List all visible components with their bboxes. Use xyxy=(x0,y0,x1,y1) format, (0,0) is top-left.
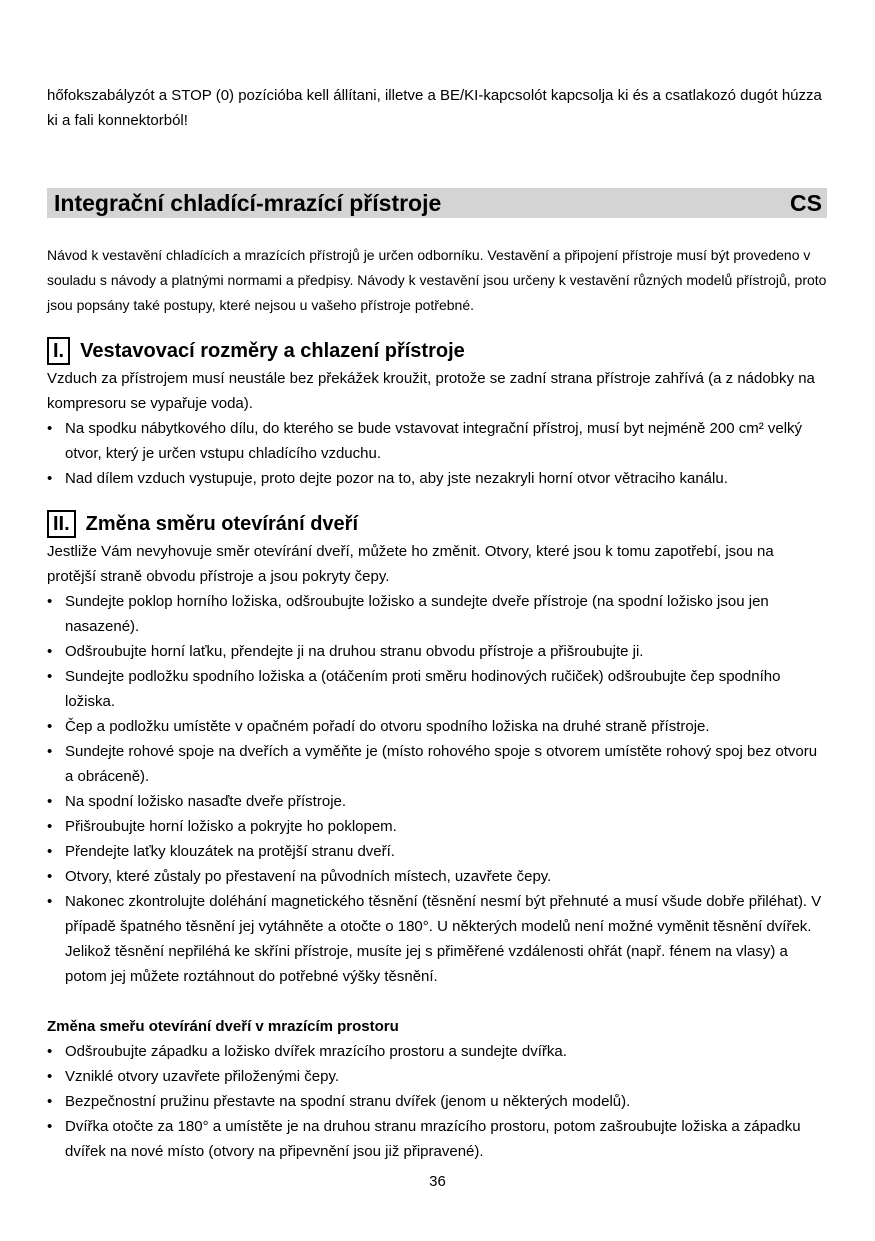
list-item-text: Sundejte podložku spodního ložiska a (otáčením proti směru hodinových ručiček) odšroubujte čep spodního ložiska. xyxy=(65,668,781,710)
subsection-title: Změna smeřu otevírání dveří v mrazícím prostoru xyxy=(47,1018,399,1035)
section-2-list xyxy=(47,589,827,989)
list-item xyxy=(47,839,827,864)
list-item xyxy=(47,1089,827,1114)
list-item-text: Čep a podložku umístěte v opačném pořadí do otvoru spodního ložiska na druhé straně přístroje. xyxy=(65,718,710,735)
banner-title: Integrační chladící-mrazící přístroje xyxy=(54,189,442,216)
section-2-title: Změna směru otevírání dveří xyxy=(85,512,358,535)
list-item-text: Vzniklé otvory uzavřete přiloženými čepy. xyxy=(65,1068,339,1085)
bullet: • xyxy=(47,1068,53,1085)
list-item xyxy=(47,416,827,466)
list-item xyxy=(47,864,827,889)
list-item xyxy=(47,466,827,491)
intro-paragraph: hőfokszabályzót a STOP (0) pozícióba kell állítani, illetve a BE/KI-kapcsolót kapcsolja ki és a csatlakozó dugót húzza ki a fali konnektorból! xyxy=(47,87,822,129)
list-item-text: Přišroubujte horní ložisko a pokryjte ho poklopem. xyxy=(65,818,397,835)
list-item xyxy=(47,1039,827,1064)
section-banner xyxy=(47,188,827,218)
list-item xyxy=(47,1064,827,1089)
bullet: • xyxy=(47,420,53,437)
section-1-text: Vzduch za přístrojem musí neustále bez překážek kroužit, protože se zadní strana přístroje zahřívá (a z nádobky na kompresoru se vypařuje voda). xyxy=(47,370,815,412)
list-item-text: Na spodní ložisko nasaďte dveře přístroje. xyxy=(65,793,347,810)
bullet: • xyxy=(47,868,53,885)
bullet: • xyxy=(47,793,53,810)
language-code: CS xyxy=(790,189,822,216)
description-paragraph: Návod k vestavění chladících a mrazících přístrojů je určen odborníku. Vestavění a připojení přístroje musí být provedeno v souladu s návody a platnými normami a předpisy. Návody k vestavění jsou určeny k vestavění různých modelů přístrojů, proto jsou popsány také postupy, které nejsou u vašeho přístroje potřebné. xyxy=(47,247,827,313)
bullet: • xyxy=(47,643,53,660)
list-item-text: Na spodku nábytkového dílu, do kterého se bude vstavovat integrační přístroj, musí byt nejméně 200 cm² velký otvor, který je určen vstupu chladícího vzduchu. xyxy=(65,420,803,462)
section-1-heading xyxy=(47,336,827,366)
list-item-text: Nad dílem vzduch vystupuje, proto dejte pozor na to, aby jste nezakryli horní otvor větraciho kanálu. xyxy=(65,470,728,487)
section-1 xyxy=(47,336,827,491)
list-item xyxy=(47,714,827,739)
section-1-list xyxy=(47,416,827,491)
list-item-text: Sundejte rohové spoje na dveřích a vyměňte je (místo rohového spoje s otvorem umístěte rohový spoj bez otvoru a obráceně). xyxy=(65,743,818,785)
list-item-text: Bezpečnostní pružinu přestavte na spodní stranu dvířek (jenom u některých modelů). xyxy=(65,1093,631,1110)
bullet: • xyxy=(47,668,53,685)
page-number: 36 xyxy=(429,1173,446,1190)
list-item xyxy=(47,739,827,789)
bullet: • xyxy=(47,470,53,487)
list-item-text: Odšroubujte západku a ložisko dvířek mrazícího prostoru a sundejte dvířka. xyxy=(65,1043,567,1060)
bullet: • xyxy=(47,1093,53,1110)
subsection-list xyxy=(47,1039,827,1164)
list-item-text: Nakonec zkontrolujte doléhání magnetického těsnění (těsnění nesmí být přehnuté a musí všude dobře přiléhat). V případě špatného těsnění jej vytáhněte a otočte o 180°. U některých modelů není možné vyměnit těsnění dvířek. Jelikož těsnění nepřiléhá ke skříni přístroje, musíte jej s přiměřené vzdálenosti ohřát (např. fénem na vlasy) a potom jej můžete roztáhnout do potřebné výšky těsnění. xyxy=(65,893,822,985)
bullet: • xyxy=(47,893,53,910)
section-2-text: Jestliže Vám nevyhovuje směr otevírání dveří, můžete ho změnit. Otvory, které jsou k tomu zapotřebí, jsou na protější straně obvodu přístroje a jsou pokryty čepy. xyxy=(47,543,774,585)
list-item xyxy=(47,589,827,639)
bullet: • xyxy=(47,1118,53,1135)
list-item xyxy=(47,889,827,989)
list-item xyxy=(47,664,827,714)
list-item-text: Dvířka otočte za 180° a umístěte je na druhou stranu mrazícího prostoru, potom zašroubujte ložiska a západku dvířek na nové místo (otvory na připevnění jsou již připravené). xyxy=(65,1118,801,1160)
section-2-number: II. xyxy=(47,510,76,538)
section-2 xyxy=(47,509,827,989)
list-item-text: Přendejte laťky klouzátek na protější stranu dveří. xyxy=(65,843,395,860)
bullet: • xyxy=(47,843,53,860)
list-item xyxy=(47,789,827,814)
bullet: • xyxy=(47,1043,53,1060)
bullet: • xyxy=(47,818,53,835)
list-item-text: Otvory, které zůstaly po přestavení na původních místech, uzavřete čepy. xyxy=(65,868,552,885)
list-item-text: Sundejte poklop horního ložiska, odšroubujte ložisko a sundejte dveře přístroje (na spodní ložisko jsou jen nasazené). xyxy=(65,593,769,635)
section-2-heading xyxy=(47,509,827,539)
freezer-door-subsection xyxy=(47,1014,827,1164)
section-1-title: Vestavovací rozměry a chlazení přístroje xyxy=(80,339,465,362)
list-item xyxy=(47,814,827,839)
list-item xyxy=(47,1114,827,1164)
list-item-text: Odšroubujte horní laťku, přendejte ji na druhou stranu obvodu přístroje a přišroubujte ji. xyxy=(65,643,644,660)
list-item xyxy=(47,639,827,664)
bullet: • xyxy=(47,718,53,735)
section-1-number: I. xyxy=(47,337,70,365)
bullet: • xyxy=(47,593,53,610)
page-content xyxy=(47,83,827,1164)
bullet: • xyxy=(47,743,53,760)
